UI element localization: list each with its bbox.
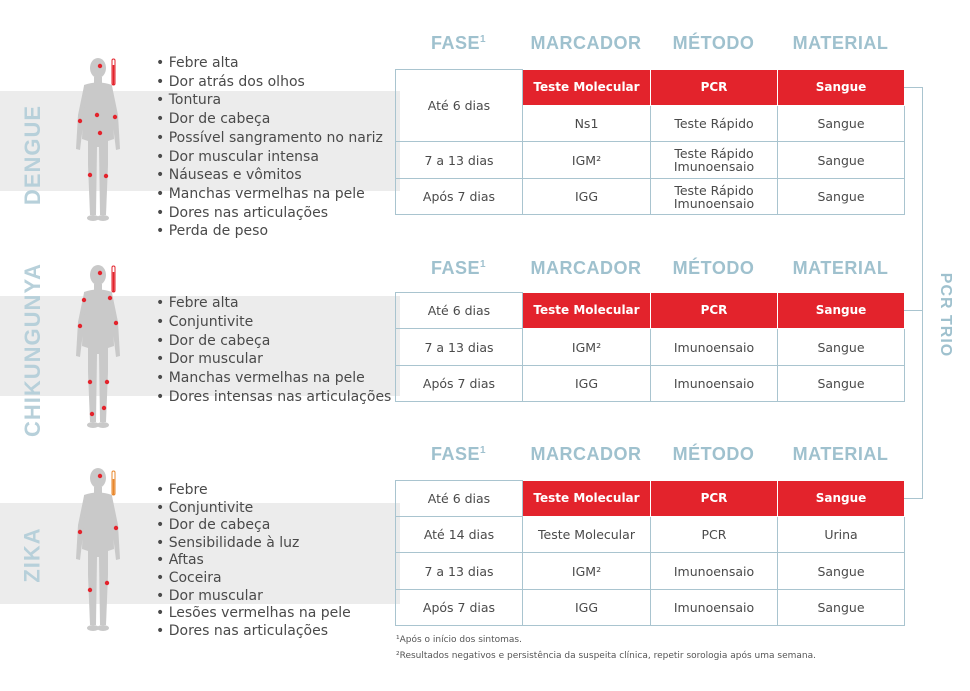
zika-label: ZIKA — [19, 527, 45, 583]
list-item: • Febre — [156, 482, 351, 500]
list-item: • Dores intensas nas articulações — [156, 388, 391, 407]
list-item: • Náuseas e vômitos — [156, 166, 383, 185]
list-item: • Dor muscular — [156, 588, 351, 606]
zika-symptom-list — [156, 482, 351, 640]
chikungunya-table — [395, 292, 905, 402]
zika-body-figure — [70, 465, 126, 637]
footnote-1: ¹Após o início dos sintomas. — [396, 635, 522, 645]
list-item: • Febre alta — [156, 294, 391, 313]
list-item: • Febre alta — [156, 54, 383, 73]
list-item: • Conjuntivite — [156, 500, 351, 518]
list-item: • Aftas — [156, 552, 351, 570]
table-row: Após 7 dias IGG Imunoensaio Sangue — [396, 590, 905, 626]
dengue-body-figure — [70, 55, 126, 227]
footnote-2: ²Resultados negativos e persistência da suspeita clínica, repetir sorologia após uma semana. — [396, 651, 816, 661]
table-row: 7 a 13 dias IGM² Imunoensaio Sangue — [396, 553, 905, 590]
list-item: • Dor muscular — [156, 350, 391, 369]
list-item: • Dor muscular intensa — [156, 148, 383, 167]
pcr-trio-bracket — [904, 87, 923, 499]
list-item: • Lesões vermelhas na pele — [156, 605, 351, 623]
chikungunya-label: CHIKUNGUNYA — [20, 263, 46, 437]
chikungunya-body-figure — [70, 262, 126, 434]
list-item: • Dor de cabeça — [156, 110, 383, 129]
dengue-table-header: FASE$^1$ MARCADOR MÉTODO MATERIAL — [430, 33, 889, 53]
dengue-symptom-list — [156, 54, 383, 241]
list-item: • Conjuntivite — [156, 313, 391, 332]
list-item: • Dor de cabeça — [156, 332, 391, 351]
list-item: • Tontura — [156, 91, 383, 110]
table-row: Após 7 dias IGG Teste Rápido Imunoensaio Sangue — [396, 179, 905, 215]
list-item: • Manchas vermelhas na pele — [156, 369, 391, 388]
table-row: Ns1 Teste Rápido Sangue — [396, 106, 905, 142]
dengue-table — [395, 69, 905, 215]
list-item: • Possível sangramento no nariz — [156, 129, 383, 148]
list-item: • Dor atrás dos olhos — [156, 73, 383, 92]
table-row: 7 a 13 dias IGM² Teste Rápido Imunoensaio Sangue — [396, 142, 905, 179]
list-item: • Dores nas articulações — [156, 204, 383, 223]
pcr-trio-label: PCR TRIO — [937, 272, 955, 358]
table-row: Até 14 dias Teste Molecular PCR Urina — [396, 517, 905, 553]
pcr-trio-bracket-mid — [904, 310, 923, 311]
chikungunya-symptom-list — [156, 294, 391, 407]
table-row: Até 6 dias Teste Molecular PCR Sangue — [396, 293, 905, 329]
chikungunya-table-header: FASE$^1$ MARCADOR MÉTODO MATERIAL — [430, 258, 889, 278]
zika-table — [395, 480, 905, 626]
dengue-label: DENGUE — [20, 104, 45, 206]
list-item: • Dor de cabeça — [156, 517, 351, 535]
table-row: Até 6 dias Teste Molecular PCR Sangue — [396, 70, 905, 106]
list-item: • Manchas vermelhas na pele — [156, 185, 383, 204]
list-item: • Coceira — [156, 570, 351, 588]
list-item: • Perda de peso — [156, 222, 383, 241]
list-item: • Sensibilidade à luz — [156, 535, 351, 553]
zika-table-header: FASE$^1$ MARCADOR MÉTODO MATERIAL — [430, 444, 889, 464]
table-row: Até 6 dias Teste Molecular PCR Sangue — [396, 481, 905, 517]
table-row: 7 a 13 dias IGM² Imunoensaio Sangue — [396, 329, 905, 366]
table-row: Após 7 dias IGG Imunoensaio Sangue — [396, 366, 905, 402]
list-item: • Dores nas articulações — [156, 623, 351, 641]
